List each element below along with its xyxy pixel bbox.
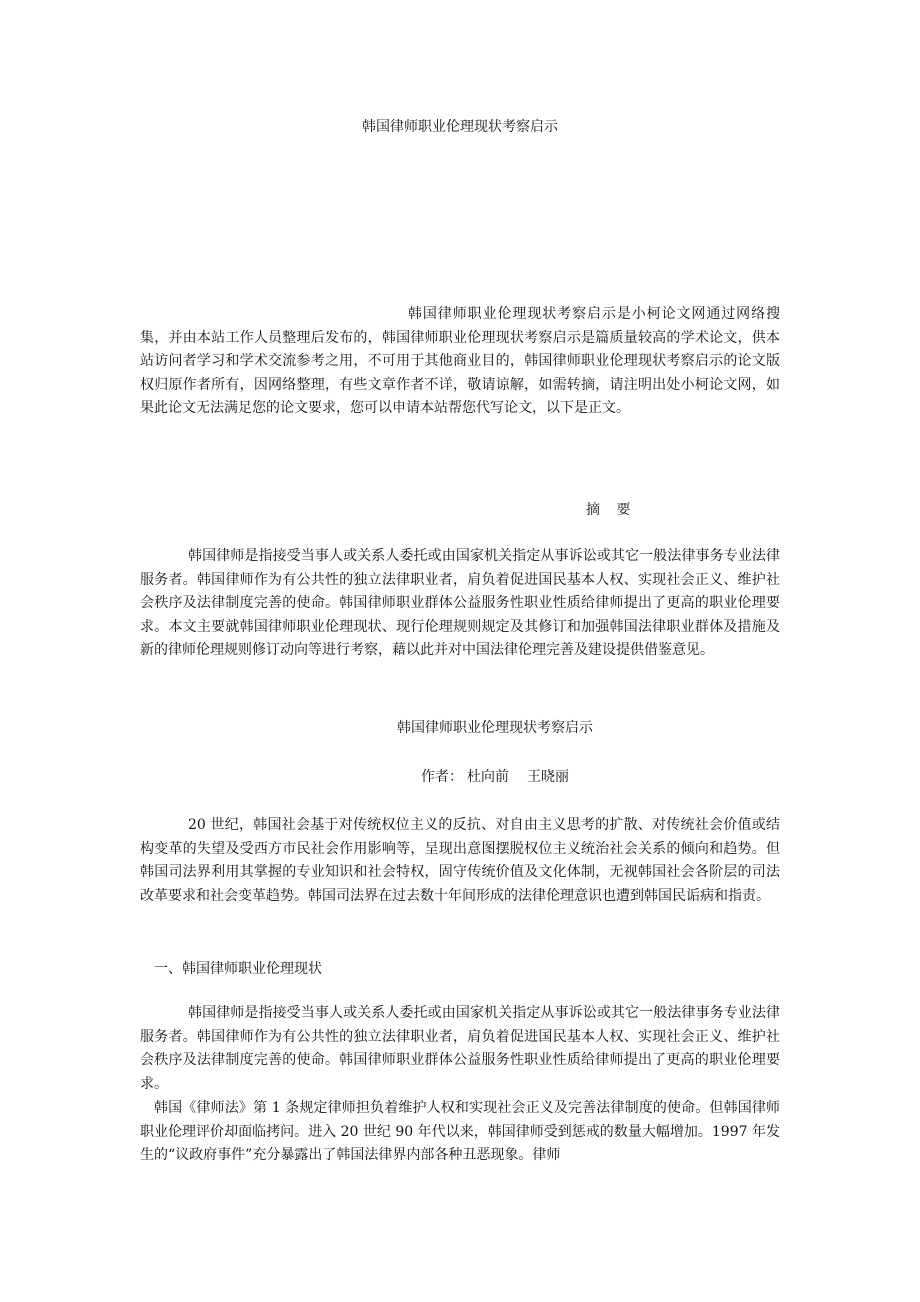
author-name: 王晓丽 xyxy=(527,769,569,785)
section-heading: 一、韩国律师职业伦理现状 xyxy=(154,961,322,977)
intro-paragraph: 韩国律师职业伦理现状考察启示是小柯论文网通过网络搜集，并由本站工作人员整理后发布的，韩国律师职业伦理现状考察启示是篇质量较高的学术论文，供本站访问者学习和学术交流参考之用，不可用于其他商业目的，韩国律师职业伦理现状考察启示的论文版权归原作者所有，因网络整理，有些文章作者不详，敬请谅解，如需转摘，请注明出处小柯论文网，如果此论文无法满足您的论文要求，您可以申请本站帮您代写论文，以下是正文。 xyxy=(140,306,780,416)
abstract-heading: 摘 要 xyxy=(586,502,637,518)
body-paragraph: 韩国《律师法》第 1 条规定律师担负着维护人权和实现社会正义及完善法律制度的使命。但韩国律师职业伦理评价却面临拷问。进入 20 世纪 90 年代以来，韩国律师受到惩戒的数量大幅增加。1997 年发生的“议政府事件”充分暴露出了韩国法律界内部各种丑恶现象。律师 xyxy=(140,1100,780,1163)
author-label: 作者： xyxy=(421,769,463,785)
document-title: 韩国律师职业伦理现状考察启示 xyxy=(362,119,558,135)
author-name: 杜向前 xyxy=(467,769,509,785)
abstract-paragraph: 韩国律师是指接受当事人或关系人委托或由国家机关指定从事诉讼或其它一般法律事务专业法律服务者。韩国律师作为有公共性的独立法律职业者，肩负着促进国民基本人权、实现社会正义、维护社会秩序及法律制度完善的使命。韩国律师职业群体公益服务性职业性质给律师提出了更高的职业伦理要求。本文主要就韩国律师职业伦理现状、现行伦理规则规定及其修订和加强韩国法律职业群体及措施及新的律师伦理规则修订动向等进行考察，藉以此并对中国法律伦理完善及建设提供借鉴意见。 xyxy=(140,548,780,658)
body-paragraph: 20 世纪，韩国社会基于对传统权位主义的反抗、对自由主义思考的扩散、对传统社会价值或结构变革的失望及受西方市民社会作用影响等，呈现出意图摆脱权位主义统治社会关系的倾向和趋势。但韩国司法界利用其掌握的专业知识和社会特权，固守传统价值及文化体制，无视韩国社会各阶层的司法改革要求和社会变革趋势。韩国司法界在过去数十年间形成的法律伦理意识也遭到韩国民诟病和指责。 xyxy=(140,817,780,904)
author-line xyxy=(140,766,850,786)
body-paragraph: 韩国律师是指接受当事人或关系人委托或由国家机关指定从事诉讼或其它一般法律事务专业法律服务者。韩国律师作为有公共性的独立法律职业者，肩负着促进国民基本人权、实现社会正义、维护社会秩序及法律制度完善的使命。韩国律师职业群体公益服务性职业性质给律师提出了更高的职业伦理要求。 xyxy=(140,1005,780,1092)
article-subtitle: 韩国律师职业伦理现状考察启示 xyxy=(397,720,593,736)
